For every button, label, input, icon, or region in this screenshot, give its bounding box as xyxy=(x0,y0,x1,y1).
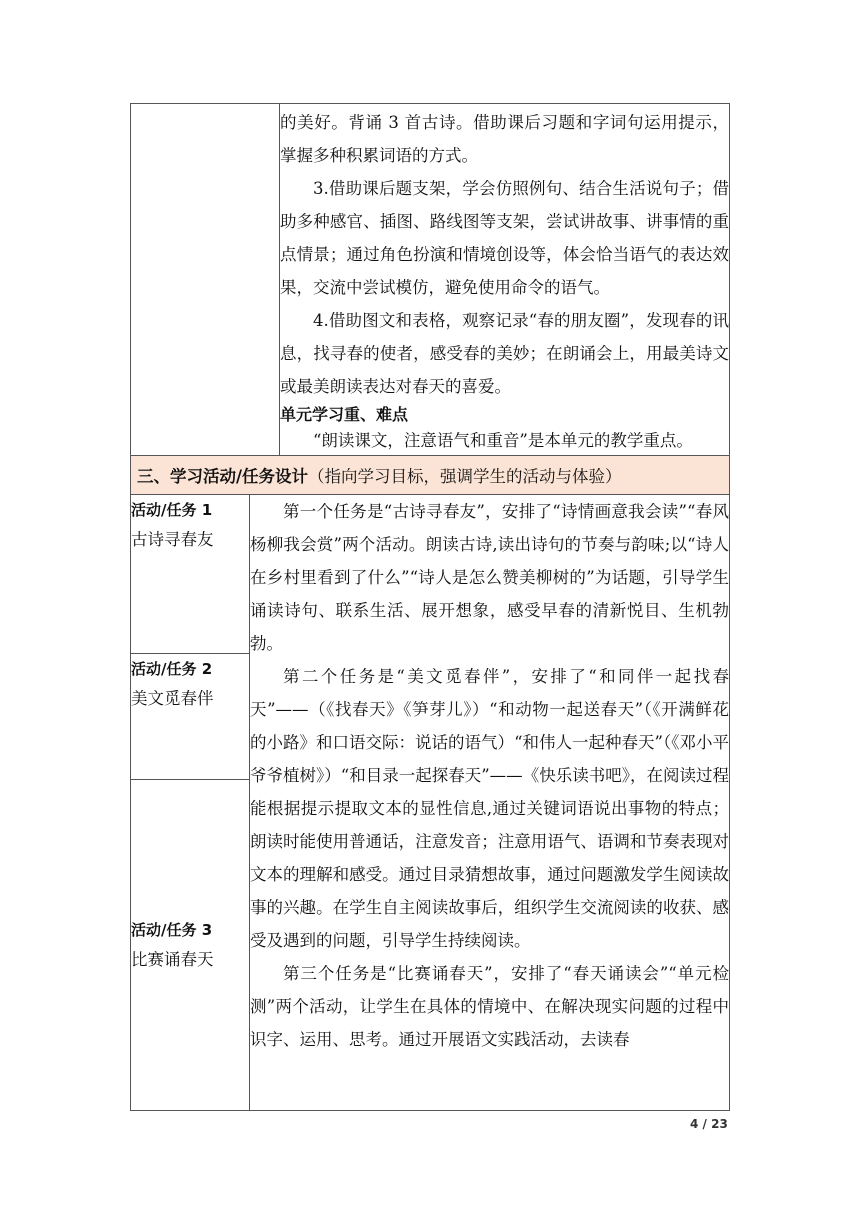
page-number: 4 / 23 xyxy=(690,1117,728,1131)
task-1-cell xyxy=(131,495,250,654)
task-descriptions-cell xyxy=(250,495,730,1111)
task-2-description: 第二个任务是“美文觅春伴”，安排了“和同伴一起找春天”——（《找春天》《笋芽儿》）“和动物一起送春天”（《开满鲜花的小路》和口语交际：说话的语气）“和伟人一起种春天”（《邓小平爷爷植树》）“和目录一起探春天”——《快乐读书吧》，在阅读过程能根据提示提取文本的显性信息,通过关键词语说出事物的特点；朗读时能使用普通话，注意发音；注意用语气、语调和节奏表现对文本的理解和感受。通过目录猜想故事，通过问题激发学生阅读故事的兴趣。在学生自主阅读故事后，组织学生交流阅读的收获、感受及遇到的问题，引导学生持续阅读。 xyxy=(250,667,729,950)
task-row-1 xyxy=(131,495,730,654)
key-points-heading: 单元学习重、难点 xyxy=(280,405,409,424)
objectives-left-empty-cell xyxy=(131,104,280,456)
task-3-name: 比赛诵春天 xyxy=(131,950,214,969)
task-2-name: 美文觅春伴 xyxy=(131,689,214,708)
task-2-label: 活动/任务 2 xyxy=(131,660,213,678)
task-3-label: 活动/任务 3 xyxy=(131,921,213,939)
task-1-label: 活动/任务 1 xyxy=(131,501,213,519)
objectives-paragraph-3: 4.借助图文和表格，观察记录“春的朋友圈”，发现春的讯息，找寻春的使者，感受春的美妙；在朗诵会上，用最美诗文或最美朗读表达对春天的喜爱。 xyxy=(280,311,729,396)
section-note: （指向学习目标，强调学生的活动与体验） xyxy=(308,467,622,486)
lesson-plan-table xyxy=(130,103,730,1111)
section-header-row xyxy=(131,456,730,495)
objectives-cell xyxy=(280,104,730,456)
task-2-cell xyxy=(131,654,250,780)
task-3-description: 第三个任务是“比赛诵春天”，安排了“春天诵读会”“单元检测”两个活动，让学生在具体的情境中、在解决现实问题的过程中识字、运用、思考。通过开展语文实践活动，去读春 xyxy=(250,964,729,1049)
objectives-paragraph-1: 的美好。背诵 3 首古诗。借助课后习题和字词句运用提示，掌握多种积累词语的方式。 xyxy=(280,113,729,165)
task-3-cell xyxy=(131,780,250,1111)
section-title: 三、学习活动/任务设计 xyxy=(137,467,309,486)
task-1-name: 古诗寻春友 xyxy=(131,530,214,549)
objectives-row xyxy=(131,104,730,456)
section-header-cell xyxy=(131,456,730,495)
key-points-text: “朗读课文，注意语气和重音”是本单元的教学重点。 xyxy=(313,431,693,450)
task-1-description: 第一个任务是“古诗寻春友”，安排了“诗情画意我会读”“春风杨柳我会赏”两个活动。朗读古诗,读出诗句的节奏与韵味;以“诗人在乡村里看到了什么”“诗人是怎么赞美柳树的”为话题，引导学生诵读诗句、联系生活、展开想象，感受早春的清新悦目、生机勃勃。 xyxy=(250,502,729,653)
objectives-paragraph-2: 3.借助课后题支架，学会仿照例句、结合生活说句子；借助多种感官、插图、路线图等支架，尝试讲故事、讲事情的重点情景；通过角色扮演和情境创设等，体会恰当语气的表达效果，交流中尝试模仿，避免使用命令的语气。 xyxy=(280,179,729,297)
